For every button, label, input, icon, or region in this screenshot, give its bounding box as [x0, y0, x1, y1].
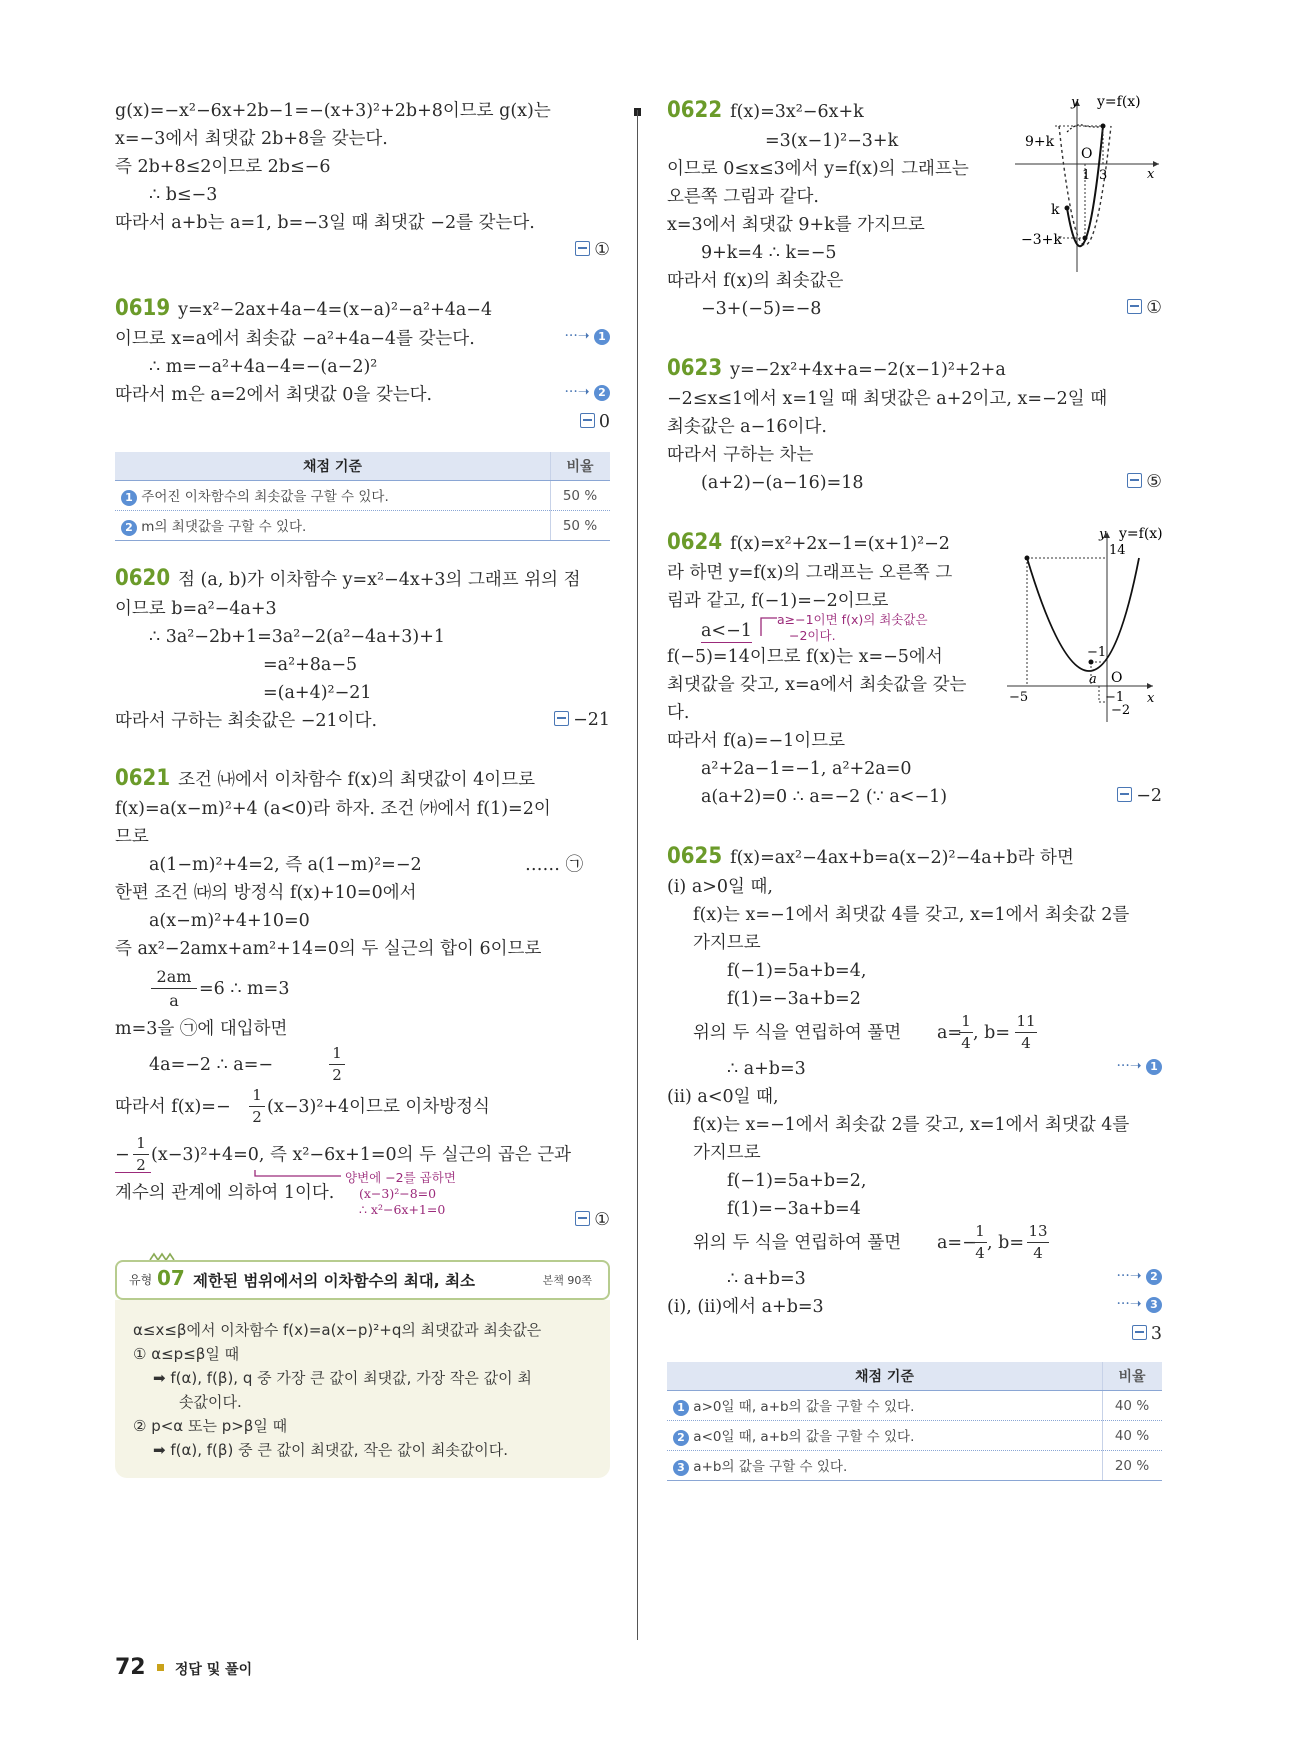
annotation-note: −2이다. [789, 628, 836, 643]
text-line: =(a+4)²−21 [263, 683, 372, 703]
text-line: x=3에서 최댓값 9+k를 가지므로 [667, 215, 925, 235]
text-line: y=x²−2ax+4a−4=(x−a)²−a²+4a−4 [178, 300, 493, 320]
text-line: 오른쪽 그림과 같다. [667, 187, 819, 207]
text-line: 라 하면 y=f(x)의 그래프는 오른쪽 그 [667, 563, 953, 583]
problem-number: 0624 [667, 530, 723, 555]
answer-value: 3 [1150, 1324, 1162, 1344]
answer-mark [575, 1210, 610, 1230]
fraction-denominator: 4 [961, 1034, 971, 1052]
step-number: 1 [1146, 1059, 1162, 1075]
curve-label: y=f(x) [1119, 526, 1163, 542]
tick-label: −1 [1105, 690, 1125, 705]
text-line: ∴ 3a²−2b+1=3a²−2(a²−4a+3)+1 [149, 627, 446, 647]
fraction-numerator: 13 [1027, 1220, 1049, 1243]
text-line: =6 ∴ m=3 [199, 979, 290, 999]
problem-0622 [667, 100, 864, 123]
text-line: 조건 ㈏에서 이차함수 f(x)의 최댓값이 4이므로 [178, 770, 536, 790]
text-line: f(−5)=14이므로 f(x)는 x=−5에서 [667, 647, 943, 667]
type-label: 유형 [129, 1273, 153, 1287]
text-line: 즉 ax²−2amx+am²+14=0의 두 실근의 합이 6이므로 [115, 939, 542, 959]
fraction-numerator: 11 [1015, 1010, 1037, 1033]
table-header: 비율 [1103, 1362, 1163, 1391]
problem-0624 [667, 532, 950, 555]
scoring-table [667, 1362, 1162, 1481]
fraction-numerator: 2am [151, 966, 197, 989]
table-header: 채점 기준 [667, 1362, 1103, 1391]
ratio-cell: 40 % [1103, 1391, 1163, 1421]
text-line: 위의 두 식을 연립하여 풀면 [693, 1233, 902, 1253]
text-line: 므로 [115, 827, 149, 847]
point-label: −3+k [1021, 232, 1062, 248]
table-row [115, 511, 610, 541]
text-line: 따라서 구하는 차는 [667, 445, 814, 465]
table-row [667, 1451, 1162, 1481]
problem-0621 [115, 768, 535, 791]
text-line: (ⅱ) a<0일 때, [667, 1087, 779, 1107]
text-line: a=− [937, 1233, 977, 1253]
ratio-cell: 50 % [551, 511, 611, 541]
answer-icon [1127, 473, 1142, 488]
page-number: 72 [115, 1655, 146, 1680]
criterion-text: a<0일 때, a+b의 값을 구할 수 있다. [693, 1429, 915, 1445]
answer-mark [1127, 298, 1162, 318]
step-marker: ···➝ 3 [1116, 1296, 1162, 1313]
type-line: α≤x≤β에서 이차함수 f(x)=a(x−p)²+q의 최댓값과 최솟값은 [133, 1321, 542, 1339]
step-number: 2 [121, 520, 137, 536]
answer-value: ① [594, 240, 610, 260]
text-line: 따라서 구하는 최솟값은 −21이다. [115, 711, 378, 731]
axis-label-y: y [1099, 527, 1107, 542]
origin-label: O [1111, 670, 1123, 686]
text-line: − [115, 1145, 130, 1165]
text-line: x=−3에서 최댓값 2b+8을 갖는다. [115, 129, 388, 149]
text-line: ∴ m=−a²+4a−4=−(a−2)² [149, 357, 378, 377]
step-marker: ···➝ 1 [1116, 1058, 1162, 1075]
text-line: 점 (a, b)가 이차함수 y=x²−4x+3의 그래프 위의 점 [178, 570, 581, 590]
tick-label: 14 [1109, 543, 1126, 558]
type-line: 솟값이다. [179, 1393, 242, 1411]
text-line: =a²+8a−5 [263, 655, 358, 675]
text-line: 다. [667, 703, 690, 723]
answer-mark [1117, 786, 1162, 806]
note-underline [115, 1172, 151, 1173]
text-line: f(x)=x²+2x−1=(x+1)²−2 [730, 534, 950, 554]
fraction-denominator: 2 [332, 1066, 342, 1084]
problem-number: 0625 [667, 844, 723, 869]
note-connector [253, 1168, 343, 1182]
problem-0620 [115, 568, 581, 591]
text-line: 림과 같고, f(−1)=−2이므로 [667, 591, 889, 611]
text-line: f(−1)=5a+b=4, [727, 961, 867, 981]
text-line: ∴ b≤−3 [149, 185, 218, 205]
problem-0623 [667, 358, 1006, 381]
step-number: 1 [673, 1400, 689, 1416]
fraction-numerator: 1 [249, 1084, 265, 1107]
text-line: 한편 조건 ㈐의 방정식 f(x)+10=0에서 [115, 883, 417, 903]
text-line: −3+(−5)=−8 [701, 299, 822, 319]
text-line: …… ㉠ [525, 855, 584, 875]
text-line: a<−1 [701, 621, 752, 641]
annotation-note: a≥−1이면 f(x)의 최솟값은 [777, 612, 928, 627]
origin-label: O [1081, 146, 1093, 162]
text-line: 따라서 a+b는 a=1, b=−3일 때 최댓값 −2를 갖는다. [115, 213, 535, 233]
step-number: 2 [594, 385, 610, 401]
text-line: a(1−m)²+4=2, 즉 a(1−m)²=−2 [149, 855, 422, 875]
step-number: 2 [1146, 1269, 1162, 1285]
text-line: a(a+2)=0 ∴ a=−2 (∵ a<−1) [701, 787, 948, 807]
point-label: k [1051, 202, 1060, 218]
text-line: f(−1)=5a+b=2, [727, 1171, 867, 1191]
text-line: 계수의 관계에 의하여 1이다. [115, 1183, 335, 1203]
criterion-text: 주어진 이차함수의 최솟값을 구할 수 있다. [141, 489, 389, 505]
fraction-numerator: 1 [959, 1010, 973, 1033]
step-marker: ···➝ 1 [564, 328, 610, 345]
text-line: f(x)=a(x−m)²+4 (a<0)라 하자. 조건 ㈎에서 f(1)=2이 [115, 799, 551, 819]
fraction-denominator: 4 [975, 1244, 985, 1262]
text-line: 따라서 f(x)의 최솟값은 [667, 271, 844, 291]
text-line: 최솟값은 a−16이다. [667, 417, 827, 437]
problem-number: 0619 [115, 296, 171, 321]
text-line: f(x)=ax²−4ax+b=a(x−2)²−4a+b라 하면 [730, 848, 1074, 868]
tick-label: 3 [1099, 168, 1108, 183]
table-row [667, 1421, 1162, 1451]
text-line: (ⅰ) a>0일 때, [667, 877, 773, 897]
page-footer [115, 1655, 252, 1680]
text-line: ∴ a+b=3 [727, 1059, 806, 1079]
text-line: 따라서 f(x)=− [115, 1097, 231, 1117]
answer-icon [1127, 299, 1142, 314]
column-divider [637, 110, 638, 1640]
annotation-note: (x−3)²−8=0 [359, 1186, 437, 1201]
type-summary-box [115, 1260, 610, 1478]
problem-number: 0621 [115, 766, 171, 791]
text-line: 가지므로 [693, 1143, 761, 1163]
text-line: 가지므로 [693, 933, 761, 953]
tick-label: −2 [1111, 703, 1131, 718]
type-line: ➡ f(α), f(β), q 중 가장 큰 값이 최댓값, 가장 작은 값이 최 [153, 1369, 532, 1387]
text-line: a= [937, 1023, 963, 1043]
text-line: f(x)=3x²−6x+k [730, 102, 864, 122]
answer-value: ① [1146, 298, 1162, 318]
text-line: 4a=−2 ∴ a=− [149, 1055, 274, 1075]
text-line: m=3을 ㉠에 대입하면 [115, 1019, 288, 1039]
text-line: 최댓값을 갖고, x=a에서 최솟값을 갖는 [667, 675, 967, 695]
point-label: 9+k [1025, 134, 1055, 150]
text-line: , b= [987, 1233, 1024, 1253]
step-marker: ···➝ 2 [1116, 1268, 1162, 1285]
step-number: 3 [673, 1460, 689, 1476]
text-line: 따라서 f(a)=−1이므로 [667, 731, 846, 751]
type-header [115, 1260, 610, 1300]
fraction-numerator: 1 [133, 1132, 149, 1155]
text-line: f(x)는 x=−1에서 최솟값 2를 갖고, x=1에서 최댓값 4를 [693, 1115, 1130, 1135]
answer-mark [1132, 1324, 1162, 1344]
problem-number: 0623 [667, 356, 723, 381]
answer-value: ⑤ [1146, 472, 1162, 492]
ratio-cell: 20 % [1103, 1451, 1163, 1481]
problem-0625 [667, 846, 1074, 869]
answer-value: −2 [1136, 786, 1162, 806]
scoring-table [115, 452, 610, 541]
criterion-text: a>0일 때, a+b의 값을 구할 수 있다. [693, 1399, 915, 1415]
answer-mark [1127, 472, 1162, 492]
tick-label: −1 [1087, 645, 1107, 660]
text-line: a²+2a−1=−1, a²+2a=0 [701, 759, 912, 779]
answer-icon [580, 413, 595, 428]
fraction-numerator: 1 [329, 1042, 345, 1065]
table-header: 비율 [551, 452, 611, 481]
problem-number: 0620 [115, 566, 171, 591]
text-line: (ⅰ), (ⅱ)에서 a+b=3 [667, 1297, 824, 1317]
problem-number: 0622 [667, 98, 723, 123]
answer-icon [1132, 1325, 1147, 1340]
text-line: f(1)=−3a+b=4 [727, 1199, 861, 1219]
text-line: 이므로 x=a에서 최솟값 −a²+4a−4를 갖는다. [115, 329, 475, 349]
answer-icon [575, 241, 590, 256]
answer-mark [575, 240, 610, 260]
problem-0619 [115, 298, 492, 321]
table-row [667, 1391, 1162, 1421]
ratio-cell: 50 % [551, 481, 611, 511]
axis-label-y: y [1071, 95, 1079, 110]
tick-label: 1 [1082, 168, 1091, 183]
text-line: ∴ a+b=3 [727, 1269, 806, 1289]
text-line: 위의 두 식을 연립하여 풀면 [693, 1023, 902, 1043]
fraction-denominator: 2 [136, 1156, 146, 1174]
answer-value: −21 [573, 710, 610, 730]
answer-icon [1117, 787, 1132, 802]
graph-0624 [1003, 526, 1163, 726]
type-body [115, 1300, 610, 1478]
note-connector [757, 614, 779, 640]
fraction-numerator: 1 [973, 1220, 987, 1243]
step-number: 2 [673, 1430, 689, 1446]
criterion-text: m의 최댓값을 구할 수 있다. [141, 519, 307, 535]
annotation-note: ∴ x²−6x+1=0 [359, 1202, 446, 1217]
answer-mark [554, 710, 610, 730]
fraction-denominator: 4 [1021, 1034, 1031, 1052]
annotation-note: 양변에 −2를 곱하면 [345, 1170, 456, 1185]
text-line: (a+2)−(a−16)=18 [701, 473, 864, 493]
answer-icon [554, 711, 569, 726]
step-number: 3 [1146, 1297, 1162, 1313]
step-marker: ···➝ 2 [564, 384, 610, 401]
type-line: ① α≤p≤β일 때 [133, 1345, 240, 1363]
type-reference: 본책 90쪽 [542, 1274, 592, 1287]
curve-label: y=f(x) [1097, 94, 1141, 110]
text-line: f(x)는 x=−1에서 최댓값 4를 갖고, x=1에서 최솟값 2를 [693, 905, 1130, 925]
table-header: 채점 기준 [115, 452, 551, 481]
tick-label: −5 [1009, 690, 1029, 705]
text-line: y=−2x²+4x+a=−2(x−1)²+2+a [730, 360, 1006, 380]
answer-mark [580, 412, 610, 432]
ratio-cell: 40 % [1103, 1421, 1163, 1451]
step-number: 1 [594, 329, 610, 345]
text-line: −2≤x≤1에서 x=1일 때 최댓값은 a+2이고, x=−2일 때 [667, 389, 1108, 409]
footer-label: 정답 및 풀이 [174, 1662, 253, 1678]
answer-value: 0 [598, 412, 610, 432]
fraction-denominator: 4 [1033, 1244, 1043, 1262]
type-title: 제한된 범위에서의 이차함수의 최대, 최소 [193, 1272, 476, 1290]
text-line: 이므로 0≤x≤3에서 y=f(x)의 그래프는 [667, 159, 969, 179]
text-line: 9+k=4 ∴ k=−5 [701, 243, 837, 263]
text-line: 즉 2b+8≤2이므로 2b≤−6 [115, 157, 331, 177]
type-line: ② p<α 또는 p>β일 때 [133, 1417, 288, 1435]
table-row [115, 481, 610, 511]
text-line: (x−3)²+4이므로 이차방정식 [267, 1097, 490, 1117]
tick-label: a [1089, 672, 1097, 687]
step-number: 1 [121, 490, 137, 506]
text-line: =3(x−1)²−3+k [765, 131, 899, 151]
type-number: 07 [157, 1266, 185, 1290]
fraction-denominator: a [169, 991, 179, 1010]
text-line: (x−3)²+4=0, 즉 x²−6x+1=0의 두 실근의 곱은 근과 [151, 1145, 572, 1165]
answer-value: ① [594, 1210, 610, 1230]
text-line: g(x)=−x²−6x+2b−1=−(x+3)²+2b+8이므로 g(x)는 [115, 101, 551, 121]
text-line: 이므로 b=a²−4a+3 [115, 599, 277, 619]
text-line: a(x−m)²+4+10=0 [149, 911, 310, 931]
graph-0622 [1007, 94, 1167, 274]
axis-label-x: x [1147, 691, 1155, 706]
footer-square-icon [157, 1664, 164, 1671]
answer-icon [575, 1211, 590, 1226]
text-line: , b= [973, 1023, 1010, 1043]
criterion-text: a+b의 값을 구할 수 있다. [693, 1459, 848, 1475]
text-line: f(1)=−3a+b=2 [727, 989, 861, 1009]
axis-label-x: x [1147, 167, 1155, 182]
type-line: ➡ f(α), f(β) 중 큰 값이 최댓값, 작은 값이 최솟값이다. [153, 1441, 509, 1459]
text-line: 따라서 m은 a=2에서 최댓값 0을 갖는다. [115, 385, 433, 405]
fraction-denominator: 2 [252, 1108, 262, 1126]
